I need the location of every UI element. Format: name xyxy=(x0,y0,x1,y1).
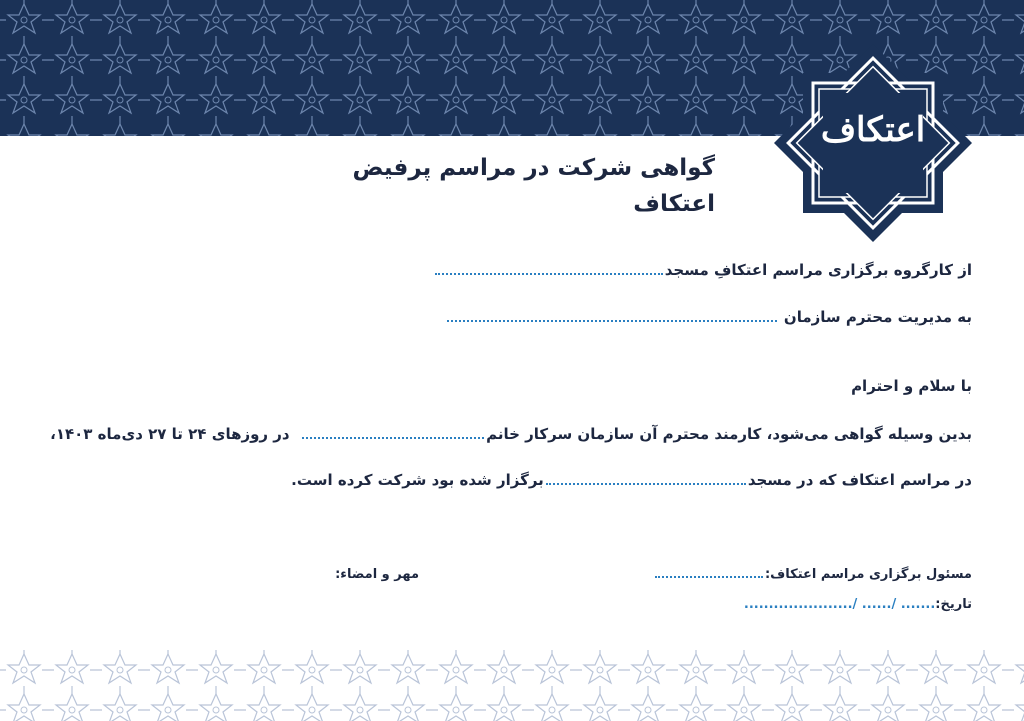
line2-part1: در مراسم اعتکاف که در مسجد xyxy=(747,471,972,489)
body-line-1 xyxy=(50,422,972,446)
certificate-title: گواهی شرکت در مراسم پرفیض اعتکاف xyxy=(352,155,715,217)
to-line xyxy=(445,305,972,329)
emblem-logo-text: اعتکاف xyxy=(820,110,926,150)
organizer-line xyxy=(653,563,972,587)
line1-part2: در روزهای ۲۴ تا ۲۷ دی‌ماه ۱۴۰۳، xyxy=(50,425,290,443)
geometric-pattern-bottom xyxy=(0,650,1024,721)
line2-part2: برگزار شده بود شرکت کرده است. xyxy=(291,471,544,489)
organizer-name-blank[interactable] xyxy=(655,564,763,578)
seal-label: مهر و امضاء: xyxy=(335,567,419,582)
from-line xyxy=(433,258,972,282)
line1-part1: بدین وسیله گواهی می‌شود، کارمند محترم آن سازمان سرکار خانم xyxy=(486,425,972,443)
to-label: به مدیریت محترم سازمان xyxy=(783,308,972,326)
bottom-pattern-band xyxy=(0,650,1024,721)
employee-name-blank[interactable] xyxy=(302,425,484,439)
organization-name-blank[interactable] xyxy=(447,308,777,322)
date-label: تاریخ: xyxy=(935,597,972,612)
from-label: از کارگروه برگزاری مراسم اعتکافِ مسجد xyxy=(664,261,972,279)
mosque-blank[interactable] xyxy=(546,471,746,485)
organizer-label: مسئول برگزاری مراسم اعتکاف: xyxy=(764,567,972,582)
body-line-2 xyxy=(291,468,972,492)
date-placeholder[interactable]: ....... /...... /...................... xyxy=(743,597,936,612)
greeting: با سلام و احترام xyxy=(851,377,972,395)
mosque-name-blank[interactable] xyxy=(435,261,663,275)
date-line xyxy=(744,593,972,617)
